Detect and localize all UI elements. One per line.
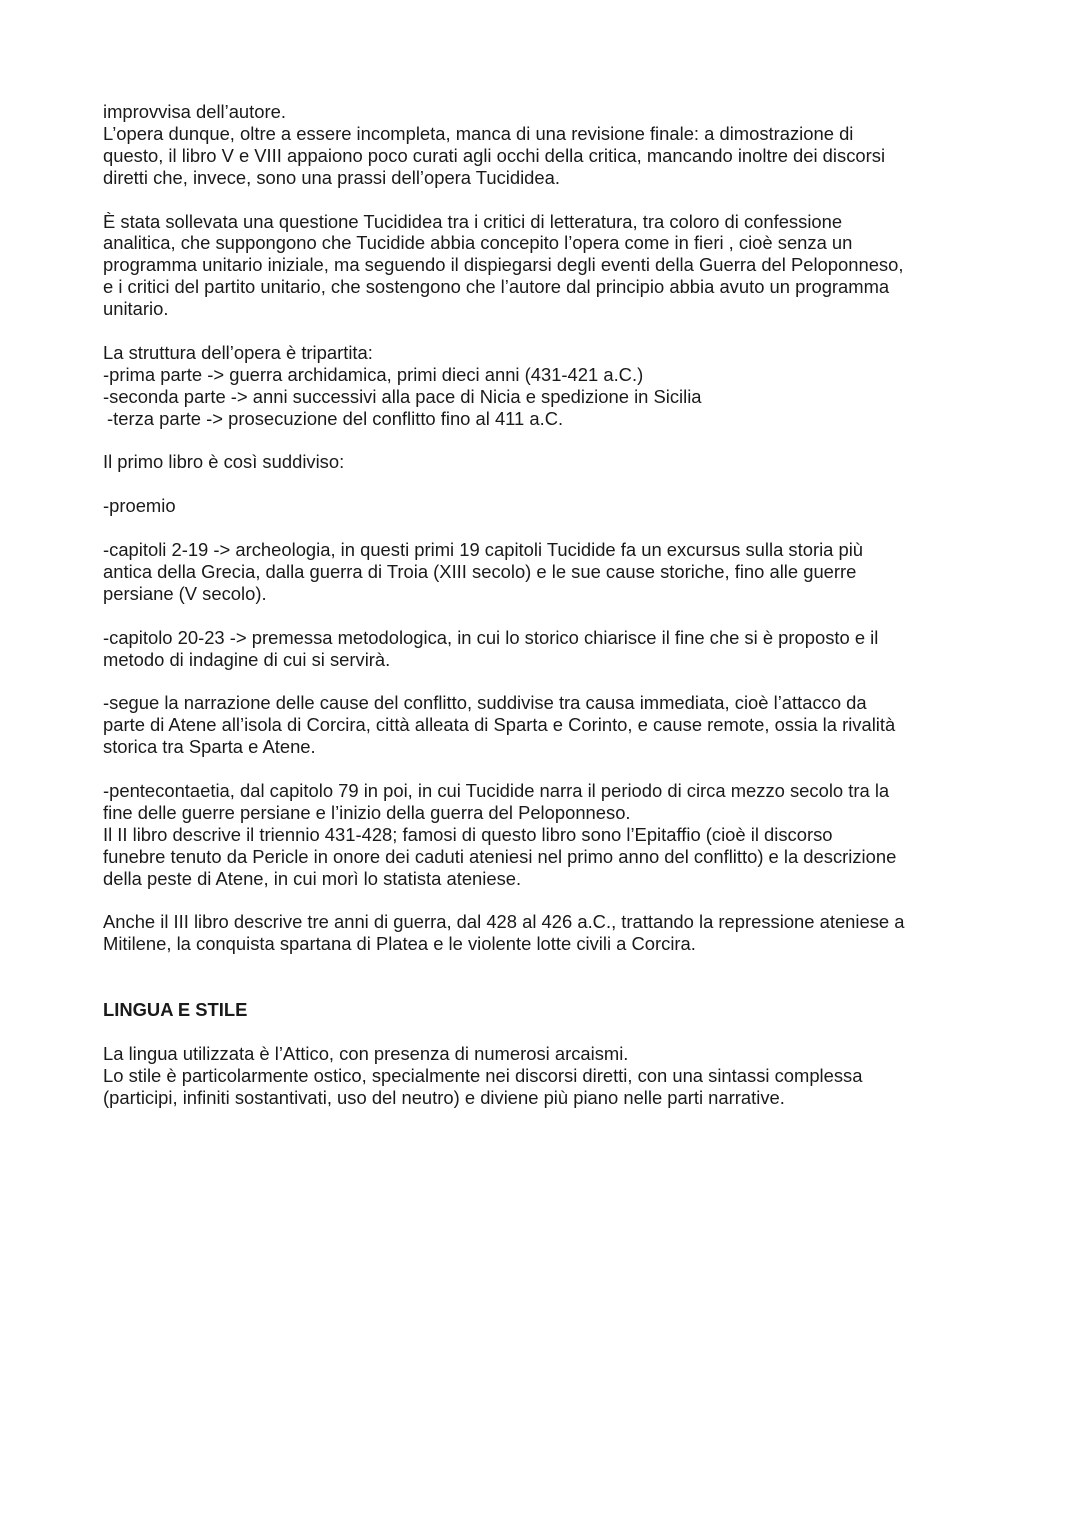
text-line: È stata sollevata una questione Tucididea tra i critici di letteratura, tra coloro di confessione: [103, 210, 843, 232]
text-line: improvvisa dell’autore.: [103, 101, 286, 122]
text-line: -pentecontaetia, dal capitolo 79 in poi, in cui Tucidide narra il periodo di circa mezzo secolo tra la: [103, 779, 890, 801]
text-line: Il II libro descrive il triennio 431-428; famosi di questo libro sono l’Epitaffio (cioè il discorso: [103, 823, 833, 845]
paragraph-gap: [103, 517, 983, 539]
paragraph-gap: [103, 890, 983, 912]
list-item: -terza parte -> prosecuzione del conflitto fino al 411 a.C.: [107, 407, 564, 429]
text-line: -capitoli 2-19 -> archeologia, in questi primi 19 capitoli Tucidide fa un excursus sulla storia più: [103, 539, 864, 561]
text-line: fine delle guerre persiane e l’inizio della guerra del Peloponneso.: [103, 801, 631, 823]
primo-libro-intro: Il primo libro è così suddiviso:: [103, 451, 345, 473]
list-item-proemio: -proemio: [103, 495, 176, 517]
text-line: antica della Grecia, dalla guerra di Troia (XIII secolo) e le sue cause storiche, fino alle guerre: [103, 560, 857, 582]
paragraph-intro: [103, 101, 983, 189]
list-item: -seconda parte -> anni successivi alla pace di Nicia e spedizione in Sicilia: [103, 385, 702, 407]
text-line: unitario.: [103, 298, 169, 320]
paragraph-lingua: [103, 1043, 983, 1109]
paragraph-questione-tucididea: [103, 211, 983, 321]
text-line: funebre tenuto da Pericle in onore dei caduti ateniesi nel primo anno del conflitto) e la descrizione: [103, 845, 897, 867]
text-line: parte di Atene all’isola di Corcira, città alleata di Sparta e Corinto, e cause remote, ossia la rivalità: [103, 714, 896, 736]
text-line: della peste di Atene, in cui morì lo statista ateniese.: [103, 867, 522, 889]
text-line: storica tra Sparta e Atene.: [103, 736, 316, 758]
text-line: La lingua utilizzata è l’Attico, con presenza di numerosi arcaismi.: [103, 1042, 629, 1064]
paragraph-pentecontaetia: [103, 780, 983, 890]
text-line: diretti che, invece, sono una prassi dell’opera Tucididea.: [103, 166, 560, 188]
text-line: Mitilene, la conquista spartana di Platea e le violente lotte civili a Corcira.: [103, 933, 696, 955]
text-line: metodo di indagine di cui si servirà.: [103, 648, 391, 670]
text-line: L’opera dunque, oltre a essere incompleta, manca di una revisione finale: a dimostrazione di: [103, 122, 854, 144]
paragraph-gap: [103, 430, 983, 452]
paragraph-premessa: [103, 627, 983, 671]
list-item: -prima parte -> guerra archidamica, primi dieci anni (431-421 a.C.): [103, 363, 644, 385]
paragraph-terzo-libro: [103, 911, 983, 955]
document-page: [103, 101, 983, 1109]
section-heading: LINGUA E STILE: [103, 998, 248, 1020]
paragraph-gap: [103, 758, 983, 780]
paragraph-gap: [103, 320, 983, 342]
paragraph-gap: [103, 473, 983, 495]
text-line: programma unitario iniziale, ma seguendo il dispiegarsi degli eventi della Guerra del Peloponneso,: [103, 254, 904, 276]
text-line: (participi, infiniti sostantivati, uso del neutro) e diviene più piano nelle parti narrative.: [103, 1086, 785, 1108]
text-line: questo, il libro V e VIII appaiono poco curati agli occhi della critica, mancando inoltre dei discorsi: [103, 144, 886, 166]
text-line: analitica, che suppongono che Tucidide abbia concepito l’opera come in fieri , cioè senza un: [103, 232, 853, 254]
text-line: La struttura dell’opera è tripartita:: [103, 341, 373, 363]
paragraph-gap: [103, 605, 983, 627]
text-line: -segue la narrazione delle cause del conflitto, suddivise tra causa immediata, cioè l’attacco da: [103, 692, 867, 714]
paragraph-gap: [103, 189, 983, 211]
text-line: Lo stile è particolarmente ostico, specialmente nei discorsi diretti, con una sintassi complessa: [103, 1064, 863, 1086]
paragraph-gap: [103, 1021, 983, 1043]
paragraph-cause: [103, 692, 983, 758]
text-line: Anche il III libro descrive tre anni di guerra, dal 428 al 426 a.C., trattando la repressione ateniese a: [103, 911, 905, 933]
paragraph-archeologia: [103, 539, 983, 605]
paragraph-struttura: [103, 342, 983, 430]
paragraph-gap: [103, 670, 983, 692]
paragraph-gap: [103, 955, 983, 977]
text-line: e i critici del partito unitario, che sostengono che l’autore dal principio abbia avuto un programma: [103, 276, 890, 298]
text-line: persiane (V secolo).: [103, 582, 267, 604]
text-line: -capitolo 20-23 -> premessa metodologica, in cui lo storico chiarisce il fine che si è proposto e il: [103, 626, 879, 648]
paragraph-gap: [103, 977, 983, 999]
